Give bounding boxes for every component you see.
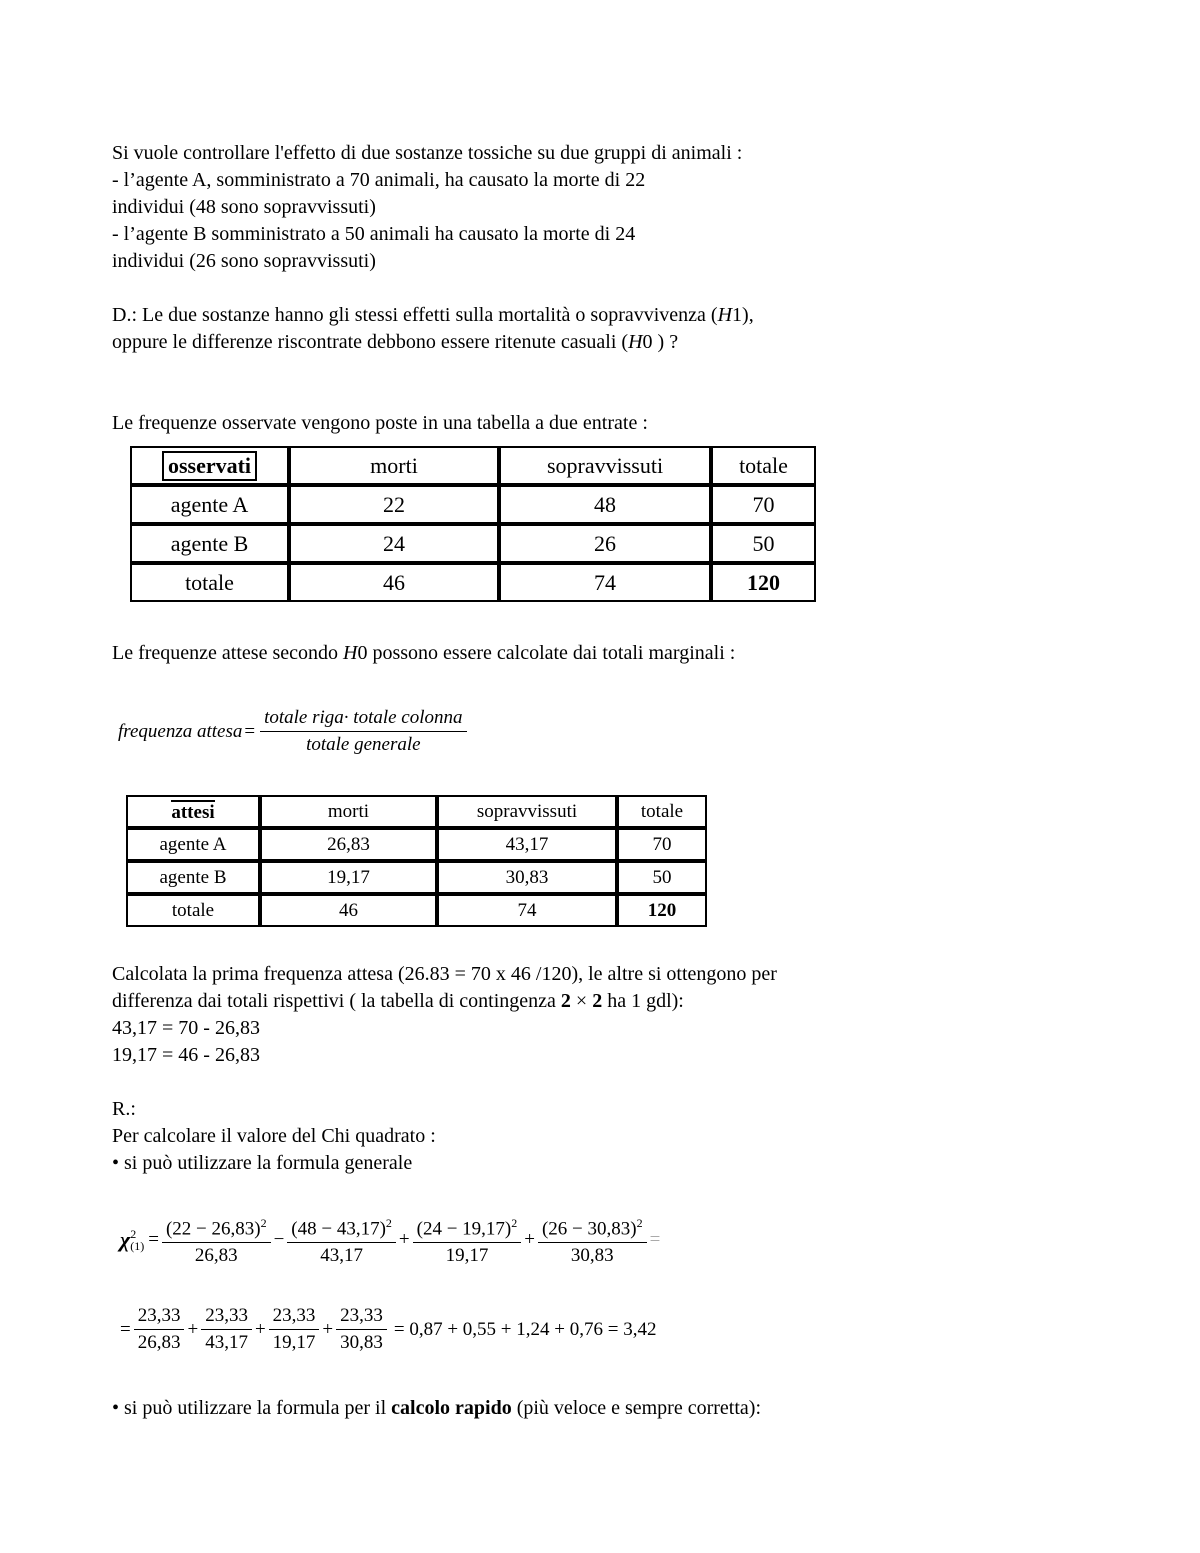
table-header-cell: morti (289, 446, 499, 485)
chi-term-4: $\frac{(26 - 30,83)^2}{30,83}$ (538, 1210, 647, 1269)
table-cell-grand-total: 120 (617, 894, 707, 927)
table-row (126, 828, 707, 861)
table-cell: 19,17 (260, 861, 437, 894)
expected-frequency-formula: frequenza attesa = $\frac{\text{totale riga· totale colonna}}{\text{totale generale}}$ (118, 705, 470, 758)
answer-line-1: Per calcolare il valore del Chi quadrato : (112, 1125, 436, 1147)
formula-denominator: totale generale (306, 734, 421, 755)
result-term-2: $\frac{23,33}{43,17}$ (201, 1303, 252, 1356)
table-cell-grand-total: 120 (711, 563, 816, 602)
table-cell: 46 (289, 563, 499, 602)
chi-square-formula: χ 2 (1) = $\frac{(22 - 26,83)^2}{26,83}$ − $\frac{(48 - 43,17)^2}{43,17}$ + $\frac{(24 - 19,17)^2}{19,17}$ + $\frac{(26 - 30,83)^2}{30,83}$ = (120, 1210, 660, 1269)
table-cell: 22 (289, 485, 499, 524)
document-body (112, 140, 1112, 437)
answer-line-2: • si può utilizzare la formula generale (112, 1152, 413, 1174)
table-row (130, 524, 816, 563)
chi-term-3: $\frac{(24 - 19,17)^2}{19,17}$ (413, 1210, 522, 1269)
table-header-cell: sopravvissuti (437, 795, 617, 828)
table-cell: 70 (711, 485, 816, 524)
intro-line-3: individui (48 sono sopravvissuti) (112, 196, 376, 218)
table-cell: 74 (499, 563, 711, 602)
table-cell: totale (130, 563, 289, 602)
answer-label: R.: (112, 1098, 136, 1120)
table-row (130, 563, 816, 602)
question-line-2: oppure le differenze riscontrate debbono essere ritenute casuali (H0 ) ? (112, 331, 679, 353)
intro-line-2: - l’agente A, somministrato a 70 animali, ha causato la morte di 22 (112, 169, 646, 191)
observed-table (130, 446, 816, 602)
result-value: = 0,87 + 0,55 + 1,24 + 0,76 = 3,42 (393, 1318, 657, 1340)
observed-header-label: osservati (162, 451, 257, 481)
table-cell: totale (126, 894, 260, 927)
table-header-cell: morti (260, 795, 437, 828)
result-term-4: $\frac{23,33}{30,83}$ (336, 1303, 387, 1356)
table-cell: 46 (260, 894, 437, 927)
table-header-cell: totale (617, 795, 707, 828)
table-cell: 24 (289, 524, 499, 563)
chi-term-2: $\frac{(48 - 43,17)^2}{43,17}$ (287, 1210, 396, 1269)
rapid-formula-line: • si può utilizzare la formula per il calcolo rapido (più veloce e sempre corretta): (112, 1397, 762, 1419)
table-cell: 48 (499, 485, 711, 524)
calc-line-2: differenza dai totali rispettivi ( la tabella di contingenza 2 × 2 ha 1 gdl): (112, 990, 684, 1012)
formula-numerator: totale riga· totale colonna (260, 705, 466, 732)
expected-intro: Le frequenze attese secondo H0 possono essere calcolate dai totali marginali : (112, 642, 736, 664)
calc-section (112, 961, 1112, 1177)
expected-header-label: attesi (171, 801, 215, 823)
expected-table (126, 795, 707, 927)
table-cell: 74 (437, 894, 617, 927)
table-cell: agente B (130, 524, 289, 563)
calc-line-1: Calcolata la prima frequenza attesa (26.83 = 70 x 46 /120), le altre si ottengono per (112, 963, 777, 985)
table-header-cell: sopravvissuti (499, 446, 711, 485)
table-cell: agente A (126, 828, 260, 861)
intro-line-1: Si vuole controllare l'effetto di due sostanze tossiche su due gruppi di animali : (112, 142, 743, 164)
table-header-row (130, 446, 816, 485)
result-term-1: $\frac{23,33}{26,83}$ (134, 1303, 185, 1356)
calc-line-3: 43,17 = 70 - 26,83 (112, 1017, 260, 1039)
table-row (126, 861, 707, 894)
table-cell: agente A (130, 485, 289, 524)
table-cell: 50 (617, 861, 707, 894)
table-row (130, 485, 816, 524)
table-cell: 70 (617, 828, 707, 861)
table-cell: agente B (126, 861, 260, 894)
formula-lhs: frequenza attesa (118, 720, 243, 742)
calc-line-4: 19,17 = 46 - 26,83 (112, 1044, 260, 1066)
intro-line-5: individui (26 sono sopravvissuti) (112, 250, 376, 272)
table-cell: 30,83 (437, 861, 617, 894)
chi-term-1: $\frac{(22 - 26,83)^2}{26,83}$ (162, 1210, 271, 1269)
table-row (126, 894, 707, 927)
table-cell: 43,17 (437, 828, 617, 861)
table-cell: 26,83 (260, 828, 437, 861)
question-line-1: D.: Le due sostanze hanno gli stessi effetti sulla mortalità o sopravvivenza (H1), (112, 304, 754, 326)
intro-line-4: - l’agente B somministrato a 50 animali ha causato la morte di 24 (112, 223, 636, 245)
result-term-3: $\frac{23,33}{19,17}$ (269, 1303, 320, 1356)
table-cell: 50 (711, 524, 816, 563)
chi-square-result: = $\frac{23,33}{26,83}$ + $\frac{23,33}{43,17}$ + $\frac{23,33}{19,17}$ + $\frac{23,33}{30,83}$ = 0,87 + 0,55 + 1,24 + 0,76 = 3,42 (120, 1303, 656, 1356)
chi-symbol: χ (120, 1226, 131, 1252)
observed-intro: Le frequenze osservate vengono poste in una tabella a due entrate : (112, 412, 648, 434)
table-header-row (126, 795, 707, 828)
table-cell: 26 (499, 524, 711, 563)
table-header-cell: totale (711, 446, 816, 485)
